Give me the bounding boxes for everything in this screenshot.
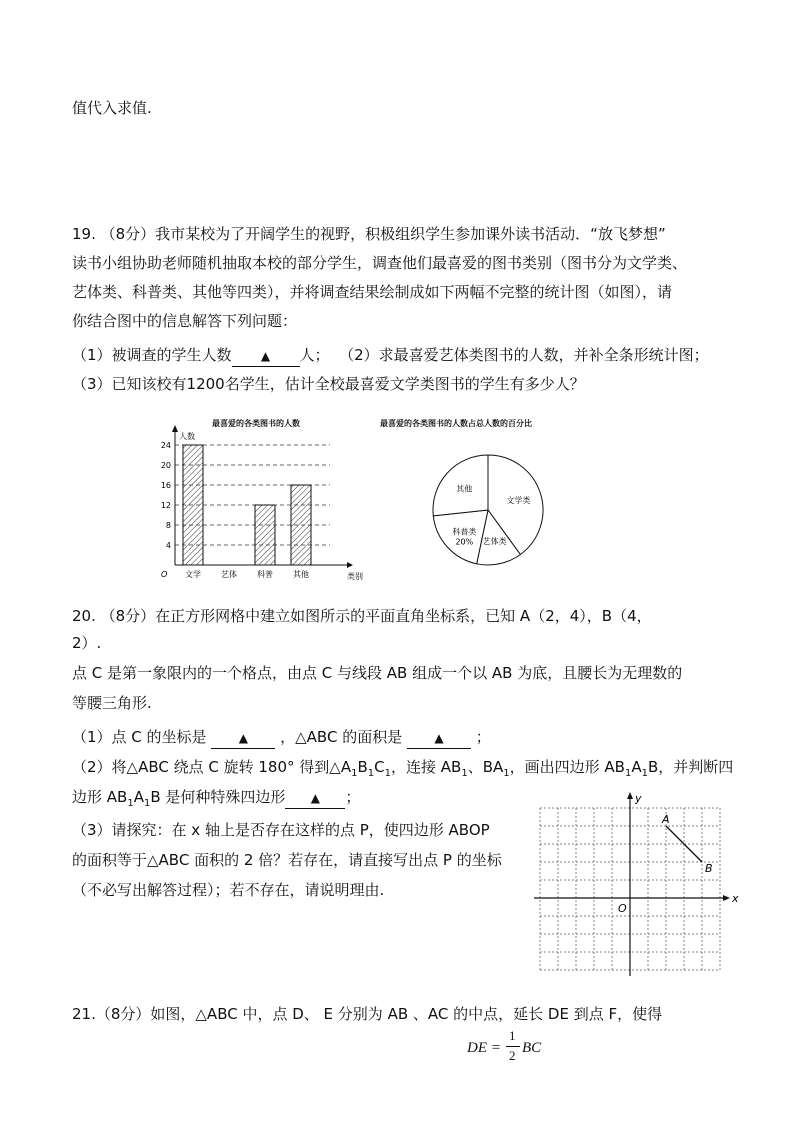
q20-sub1-text-c: ； bbox=[475, 728, 491, 746]
y-tick-label: 12 bbox=[160, 501, 171, 510]
q19-sub1 bbox=[72, 345, 709, 367]
q20-sub2-a: （2）将△ABC 绕点 C 旋转 180° 得到△A bbox=[72, 758, 352, 776]
q20-sub2-c: 、BA bbox=[467, 758, 504, 776]
q21-fraction-bar bbox=[506, 1046, 520, 1047]
y-axis-label: 人数 bbox=[179, 432, 195, 441]
q20-line-3: 等腰三角形. bbox=[72, 694, 152, 712]
y-axis-arrow bbox=[172, 425, 178, 432]
q19-sub3: （3）已知该校有1200名学生，估计全校最喜爱文学类图书的学生有多少人？ bbox=[72, 375, 585, 393]
q20-line-1b: 2）. bbox=[72, 634, 102, 652]
y-tick-label: 4 bbox=[165, 541, 171, 550]
answer-triangle-icon: ▲ bbox=[238, 731, 248, 745]
answer-triangle-icon: ▲ bbox=[434, 731, 444, 745]
pie-label: 艺体类 bbox=[482, 537, 507, 547]
q21-formula-denominator: 2 bbox=[509, 1048, 516, 1063]
q20-sub2-line-2: 边形 $AB_1A_1B$ 是何种特殊四边形 ▲ ； bbox=[72, 788, 361, 809]
q20-sub2-line2-b: B 是何种特殊四边形 bbox=[150, 788, 286, 806]
x-tick-label: 其他 bbox=[293, 570, 309, 579]
x-tick-label: 文学 bbox=[185, 570, 201, 579]
x-tick-label: 艺体 bbox=[221, 570, 237, 579]
x-axis-label: 类别 bbox=[347, 572, 363, 581]
pie-label: 文学类 bbox=[506, 496, 531, 506]
q21-line: 21.（8分）如图，△ABC 中，点 D、 E 分别为 AB 、AC 的中点，延长 DE 到点 F，使得 bbox=[72, 1005, 663, 1023]
y-tick-label: 16 bbox=[160, 481, 171, 490]
q20-line-1: 20. （8分）在正方形网格中建立如图所示的平面直角坐标系，已知 A（2，4），B（4， bbox=[72, 607, 652, 625]
q20-line-2: 点 C 是第一象限内的一个格点，由点 C 与线段 AB 组成一个以 AB 为底，且腰长为无理数的 bbox=[72, 664, 683, 682]
point-b-label: B bbox=[705, 862, 713, 875]
y-axis-label: y bbox=[635, 792, 642, 805]
y-tick-label: 24 bbox=[160, 441, 171, 450]
point-a-label: A bbox=[662, 813, 670, 826]
q20-sub3-line-2: 的面积等于△ABC 面积的 2 倍？若存在，请直接写出点 P 的坐标 bbox=[72, 851, 502, 869]
bar-chart bbox=[155, 425, 375, 595]
q21-formula-left: DE = bbox=[467, 1040, 501, 1056]
q20-quadrilateral-blank[interactable] bbox=[285, 787, 345, 809]
bar-chart-title: 最喜爱的各类图书的人数 bbox=[212, 419, 300, 428]
q20-sub2-b: ，连接 AB bbox=[391, 758, 462, 776]
q20-sub2-line2-c: ； bbox=[345, 788, 361, 806]
q19-sub1-text: （1）被调查的学生人数 bbox=[72, 346, 232, 364]
q20-sub3-line-1: （3）请探究：在 x 轴上是否存在这样的点 P，使四边形 ABOP bbox=[72, 821, 490, 839]
coordinate-grid bbox=[530, 790, 739, 985]
q19-answer-blank[interactable] bbox=[232, 345, 300, 367]
q20-area-blank[interactable] bbox=[407, 727, 471, 749]
q20-sub1 bbox=[72, 727, 491, 749]
pie-chart bbox=[418, 448, 558, 578]
x-axis-label: x bbox=[732, 892, 739, 905]
q20-sub2-line2-a: 边形 AB bbox=[72, 788, 128, 806]
bar-其他 bbox=[291, 485, 311, 565]
q19-line-3: 艺体类、科普类、其他等四类），并将调查结果绘制成如下两幅不完整的统计图（如图），请 bbox=[72, 283, 673, 301]
q19-sub2-text: （2）求最喜爱艺体类图书的人数，并补全条形统计图； bbox=[339, 346, 709, 364]
origin-label: O bbox=[161, 570, 168, 579]
q20-sub2-e: B，并判断四 bbox=[647, 758, 734, 776]
q19-sub1-unit: 人； bbox=[299, 346, 330, 364]
q19-line-1: 19. （8分）我市某校为了开阔学生的视野，积极组织学生参加课外读书活动．“放飞梦想” bbox=[72, 225, 666, 243]
answer-triangle-icon: ▲ bbox=[310, 791, 321, 805]
pie-percent-label: 20% bbox=[455, 537, 474, 547]
x-tick-label: 科普 bbox=[257, 570, 273, 579]
q19-line-2: 读书小组协助老师随机抽取本校的部分学生，调查他们最喜爱的图书类别（图书分为文学类、 bbox=[72, 254, 688, 272]
bar-科普 bbox=[255, 505, 275, 565]
q20-sub2-d: ，画出四边形 AB bbox=[509, 758, 625, 776]
x-axis-arrow bbox=[723, 895, 730, 901]
x-axis-arrow bbox=[347, 562, 353, 568]
prev-question-tail: 值代入求值. bbox=[72, 99, 152, 117]
q20-sub1-text-a: （1）点 C 的坐标是 bbox=[72, 728, 207, 746]
q20-sub2-line-1: （2）将△ABC 绕点 C 旋转 180° 得到$\triangle A_1B_1C_1$，连接 $AB_1$、$BA_1$，画出四边形 $AB_1A_1B$，并判断四 bbox=[72, 758, 734, 779]
pie-label: 科普类 bbox=[452, 527, 477, 537]
q20-sub1-text-b: ，△ABC 的面积是 bbox=[280, 728, 403, 746]
bar-文学 bbox=[183, 445, 203, 565]
y-axis-arrow bbox=[627, 792, 633, 799]
q21-formula-right: BC bbox=[522, 1040, 542, 1056]
q21-formula-numerator: 1 bbox=[509, 1028, 516, 1043]
q19-line-4: 你结合图中的信息解答下列问题： bbox=[72, 312, 298, 330]
pie-chart-title: 最喜爱的各类图书的人数占总人数的百分比 bbox=[380, 419, 532, 428]
pie-label: 其他 bbox=[456, 484, 473, 494]
y-tick-label: 20 bbox=[160, 461, 171, 470]
y-tick-label: 8 bbox=[165, 521, 171, 530]
q20-point-c-blank[interactable] bbox=[211, 727, 275, 749]
q20-sub3-line-3: （不必写出解答过程）；若不存在，请说明理由. bbox=[72, 881, 385, 899]
answer-triangle-icon: ▲ bbox=[260, 349, 271, 363]
origin-label: O bbox=[618, 902, 627, 915]
